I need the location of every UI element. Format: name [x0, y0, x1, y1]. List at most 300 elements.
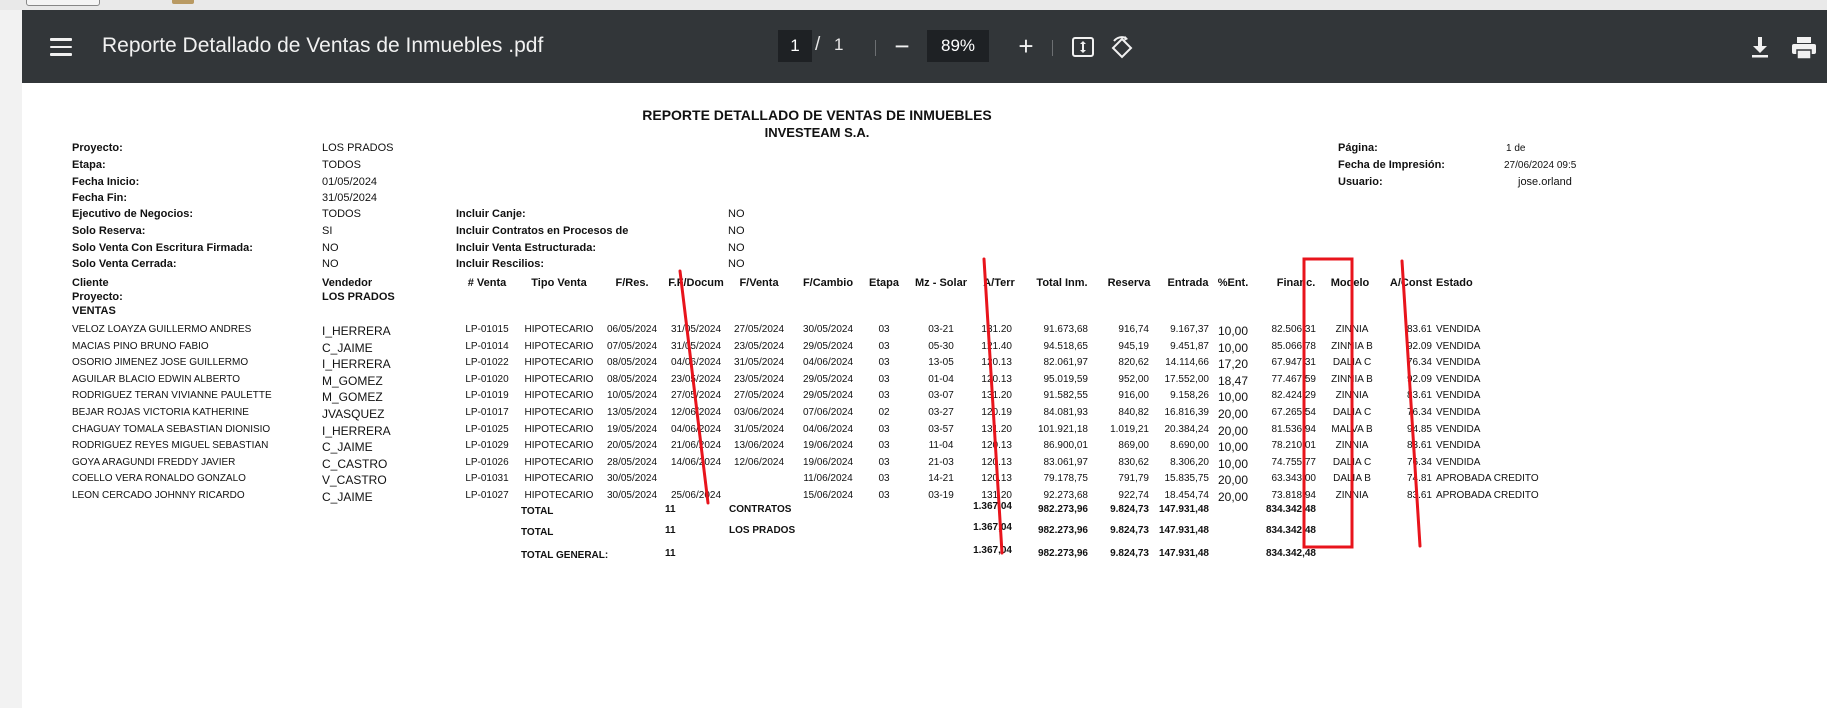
column-header-entrada: Entrada: [1167, 277, 1209, 289]
cell-cliente: GOYA ARAGUNDI FREDDY JAVIER: [72, 456, 236, 468]
param-label: Fecha Inicio:: [72, 176, 140, 188]
cell-pent: 18,47: [1217, 373, 1249, 388]
cell-financ: 82.424,29: [1271, 390, 1316, 402]
cell-aterr: 131.20: [981, 490, 1012, 501]
cell-mz: 03-27: [928, 407, 954, 418]
cell-total: 82.061,97: [1043, 357, 1088, 369]
menu-icon[interactable]: [50, 38, 72, 56]
cell-entrada: 18.454,74: [1164, 490, 1209, 501]
pdf-viewer: [22, 10, 1827, 708]
param-value: NO: [322, 242, 339, 254]
cell-entrada: 9.167,37: [1170, 324, 1209, 335]
cell-entrada: 15.835,75: [1164, 473, 1209, 485]
cell-reserva: 820,62: [1118, 357, 1149, 369]
cell-fres: 10/05/2024: [606, 390, 658, 402]
param-value: 31/05/2024: [322, 192, 378, 204]
cell-fdoc: 04/06/2024: [670, 423, 722, 435]
cell-cliente: BEJAR ROJAS VICTORIA KATHERINE: [72, 407, 249, 418]
cell-modelo: ZINNIA B: [1331, 340, 1373, 352]
cell-vendedor: V_CASTRO: [322, 473, 387, 488]
cell-entrada: 9.451,87: [1170, 340, 1209, 352]
cell-aterr: 120.13: [981, 473, 1012, 485]
param-value: 27/06/2024 09:5: [1504, 160, 1577, 171]
cell-estado: VENDIDA: [1436, 373, 1481, 385]
total-reserva: 9.824,73: [1110, 548, 1149, 559]
param-label: Solo Reserva:: [72, 225, 146, 237]
total-inm: 982.273,96: [1037, 525, 1088, 536]
param-value: TODOS: [322, 159, 361, 171]
cell-venta: LP-01027: [465, 490, 509, 501]
cell-vendedor: C_CASTRO: [322, 456, 388, 471]
cell-financ: 67.265,54: [1271, 407, 1316, 418]
cell-modelo: MALVA B: [1331, 423, 1373, 435]
cell-mz: 14-21: [928, 473, 954, 485]
cell-fventa: 31/05/2024: [733, 357, 785, 369]
param-value: NO: [728, 258, 745, 270]
total-aterr: 1.367,04: [973, 501, 1012, 512]
cell-fdoc: 14/06/2024: [670, 456, 722, 468]
cell-entrada: 8.306,20: [1170, 456, 1209, 468]
cell-total: 91.673,68: [1043, 324, 1088, 335]
cell-tipo: HIPOTECARIO: [524, 324, 594, 335]
cell-reserva: 945,19: [1118, 340, 1149, 352]
param-label: Incluir Rescilios:: [456, 258, 545, 270]
cell-tipo: HIPOTECARIO: [524, 390, 594, 402]
cell-fdoc: 12/06/2024: [670, 407, 722, 418]
param-value: jose.orland: [1518, 176, 1572, 188]
cell-reserva: 952,00: [1118, 373, 1149, 385]
cell-modelo: ZINNIA: [1335, 440, 1369, 452]
total-count: 11: [665, 525, 676, 536]
cell-cliente: RODRIGUEZ REYES MIGUEL SEBASTIAN: [72, 440, 269, 452]
cell-financ: 63.343,00: [1271, 473, 1316, 485]
cell-modelo: DALIA C: [1332, 456, 1372, 468]
cell-fcambio: 15/06/2024: [802, 490, 854, 501]
cell-entrada: 20.384,24: [1164, 423, 1209, 435]
cell-etapa: 03: [878, 456, 890, 468]
total-count: 11: [665, 504, 676, 515]
page-separator: /: [815, 34, 821, 55]
cell-vendedor: C_JAIME: [322, 340, 373, 355]
cell-financ: 85.066,78: [1271, 340, 1316, 352]
cell-aterr: 120.13: [981, 357, 1012, 369]
cell-aconst: 76.34: [1406, 456, 1432, 468]
cell-fcambio: 29/05/2024: [802, 340, 854, 352]
cell-modelo: ZINNIA: [1335, 324, 1369, 335]
pdf-toolbar: [22, 10, 1827, 83]
cell-tipo: HIPOTECARIO: [524, 440, 594, 452]
cell-pent: 10,00: [1217, 340, 1249, 355]
cell-tipo: HIPOTECARIO: [524, 473, 594, 485]
param-label: Solo Venta Cerrada:: [72, 258, 177, 270]
cell-fventa: 27/05/2024: [733, 324, 785, 335]
cell-fres: 08/05/2024: [606, 373, 658, 385]
cell-venta: LP-01019: [465, 390, 509, 402]
cell-financ: 82.506,31: [1271, 324, 1316, 335]
column-header-financ: Financ.: [1276, 277, 1316, 289]
cell-fres: 07/05/2024: [606, 340, 658, 352]
column-header-etapa: Etapa: [869, 277, 899, 289]
cell-estado: APROBADA CREDITO: [1436, 490, 1539, 501]
cell-modelo: ZINNIA: [1335, 490, 1369, 501]
cell-fcambio: 29/05/2024: [802, 390, 854, 402]
cell-pent: 10,00: [1217, 390, 1249, 405]
total-group: CONTRATOS: [729, 504, 792, 515]
cell-reserva: 916,74: [1118, 324, 1149, 335]
report-title: REPORTE DETALLADO DE VENTAS DE INMUEBLES: [642, 107, 992, 123]
cell-fres: 20/05/2024: [606, 440, 658, 452]
cell-mz: 21-03: [928, 456, 954, 468]
column-header-pent: %Ent.: [1217, 277, 1249, 289]
cell-modelo: DALIA B: [1333, 473, 1371, 485]
cell-mz: 11-04: [928, 440, 954, 452]
cell-pent: 20,00: [1217, 473, 1249, 488]
fit-page-icon[interactable]: [1071, 36, 1095, 58]
print-icon[interactable]: [1791, 36, 1817, 60]
total-entrada: 147.931,48: [1158, 504, 1209, 515]
cell-total: 84.081,93: [1043, 407, 1088, 418]
param-value: NO: [728, 225, 745, 237]
cell-financ: 67.947,31: [1271, 357, 1316, 369]
download-icon[interactable]: [1750, 36, 1770, 58]
param-value: 1 de: [1506, 143, 1526, 154]
zoom-out-button[interactable]: −: [894, 31, 910, 61]
cell-estado: VENDIDA: [1436, 324, 1481, 335]
total-count: 11: [665, 548, 676, 559]
cell-etapa: 03: [878, 340, 890, 352]
cell-fcambio: 19/06/2024: [802, 456, 854, 468]
cell-fventa: 31/05/2024: [733, 423, 785, 435]
cell-aterr: 121.40: [981, 340, 1012, 352]
cell-vendedor: I_HERRERA: [322, 423, 391, 438]
total-label: TOTAL GENERAL:: [521, 550, 609, 561]
column-header-cliente: Cliente: [72, 277, 109, 289]
param-label: Incluir Venta Estructurada:: [456, 242, 596, 254]
param-label: Etapa:: [72, 159, 106, 171]
cell-entrada: 9.158,26: [1170, 390, 1209, 402]
cell-fcambio: 04/06/2024: [802, 357, 854, 369]
cell-pent: 17,20: [1217, 357, 1249, 372]
cell-estado: VENDIDA: [1436, 423, 1481, 435]
cell-vendedor: C_JAIME: [322, 490, 373, 504]
cell-pent: 20,00: [1217, 407, 1249, 421]
cell-fventa: 13/06/2024: [733, 440, 785, 452]
cell-fventa: 03/06/2024: [733, 407, 785, 418]
cell-mz: 03-19: [928, 490, 954, 501]
cell-venta: LP-01029: [465, 440, 509, 452]
report-page: [22, 83, 1827, 708]
cell-pent: 10,00: [1217, 456, 1249, 471]
cell-entrada: 17.552,00: [1164, 373, 1209, 385]
cell-tipo: HIPOTECARIO: [524, 373, 594, 385]
cell-aconst: 83.61: [1406, 390, 1432, 402]
cell-estado: VENDIDA: [1436, 440, 1481, 452]
cell-total: 79.178,75: [1043, 473, 1088, 485]
param-value: NO: [728, 242, 745, 254]
cell-estado: VENDIDA: [1436, 407, 1481, 418]
cell-total: 95.019,59: [1043, 373, 1088, 385]
cell-venta: LP-01017: [465, 407, 509, 418]
cell-total: 92.273,68: [1043, 490, 1088, 501]
column-header-modelo: Modelo: [1330, 277, 1370, 289]
cell-cliente: LEON CERCADO JOHNNY RICARDO: [72, 490, 245, 501]
cell-total: 94.518,65: [1043, 340, 1088, 352]
cell-cliente: AGUILAR BLACIO EDWIN ALBERTO: [72, 373, 241, 385]
cell-estado: VENDIDA: [1436, 456, 1481, 468]
cell-financ: 74.755,77: [1271, 456, 1316, 468]
browser-button[interactable]: [26, 0, 100, 6]
cell-reserva: 830,62: [1118, 456, 1149, 468]
cell-etapa: 03: [878, 324, 890, 335]
cell-etapa: 03: [878, 390, 890, 402]
cell-aconst: 83.61: [1406, 324, 1432, 335]
cell-fdoc: 27/05/2024: [670, 390, 722, 402]
cell-fcambio: 19/06/2024: [802, 440, 854, 452]
cell-modelo: ZINNIA B: [1331, 373, 1373, 385]
cell-tipo: HIPOTECARIO: [524, 407, 594, 418]
total-financ: 834.342,48: [1265, 504, 1316, 515]
cell-reserva: 869,00: [1118, 440, 1149, 452]
param-value: TODOS: [322, 208, 361, 220]
cell-fdoc: 21/06/2024: [670, 440, 722, 452]
cell-pent: 10,00: [1217, 324, 1249, 338]
cell-estado: VENDIDA: [1436, 357, 1481, 369]
total-aterr: 1.367,04: [973, 522, 1012, 533]
cell-venta: LP-01014: [465, 340, 509, 352]
cell-financ: 78.210,01: [1271, 440, 1316, 452]
cell-entrada: 14.114,66: [1165, 357, 1209, 369]
annotation-stroke: [1402, 261, 1420, 546]
cell-etapa: 02: [878, 407, 890, 418]
cell-aterr: 120.19: [981, 407, 1012, 418]
param-value: LOS PRADOS: [322, 142, 394, 154]
param-label: Usuario:: [1338, 176, 1383, 188]
cell-cliente: MACIAS PINO BRUNO FABIO: [72, 340, 209, 352]
cell-venta: LP-01025: [465, 423, 509, 435]
column-header-estado: Estado: [1436, 277, 1473, 289]
cell-pent: 10,00: [1217, 440, 1249, 455]
cell-estado: VENDIDA: [1436, 390, 1481, 402]
page-total: 1: [834, 35, 844, 54]
cell-mz: 03-21: [928, 324, 954, 335]
toolbar-divider: [1052, 40, 1053, 56]
cell-tipo: HIPOTECARIO: [524, 340, 594, 352]
param-label: Incluir Contratos en Procesos de: [456, 225, 629, 237]
cell-etapa: 03: [878, 473, 890, 485]
cell-mz: 13-05: [928, 357, 954, 369]
cell-mz: 01-04: [928, 373, 954, 385]
total-financ: 834.342,48: [1265, 548, 1316, 559]
page-number-input[interactable]: 1: [778, 30, 812, 62]
column-header-total: Total Inm.: [1036, 277, 1088, 289]
cell-fdoc: 04/06/2024: [670, 357, 722, 369]
zoom-in-button[interactable]: +: [1018, 31, 1034, 61]
cell-vendedor: M_GOMEZ: [322, 373, 383, 388]
cell-reserva: 916,00: [1118, 390, 1149, 402]
total-label: TOTAL: [521, 506, 554, 517]
cell-aconst: 74.81: [1406, 473, 1432, 485]
cell-aterr: 131.20: [981, 423, 1012, 435]
cell-pent: 20,00: [1217, 423, 1249, 438]
rotate-icon[interactable]: [1110, 36, 1134, 60]
cell-financ: 81.536,94: [1271, 423, 1316, 435]
param-value: SI: [322, 225, 333, 237]
cell-modelo: DALIA C: [1332, 407, 1372, 418]
cell-venta: LP-01026: [465, 456, 509, 468]
cell-pent: 20,00: [1217, 490, 1249, 504]
toolbar-divider: [875, 40, 876, 56]
cell-reserva: 922,74: [1118, 490, 1149, 501]
cell-venta: LP-01022: [465, 357, 509, 369]
column-header-fventa: F/Venta: [739, 277, 779, 289]
cell-venta: LP-01015: [465, 324, 509, 335]
cell-etapa: 03: [878, 423, 890, 435]
cell-fres: 19/05/2024: [606, 423, 658, 435]
cell-fcambio: 30/05/2024: [802, 324, 854, 335]
cell-fdoc: 25/06/2024: [670, 490, 722, 501]
cell-total: 91.582,55: [1043, 390, 1088, 402]
cell-mz: 03-07: [928, 390, 954, 402]
param-label: Proyecto:: [72, 142, 123, 154]
total-inm: 982.273,96: [1037, 504, 1088, 515]
param-label: Fecha de Impresión:: [1338, 159, 1445, 171]
cell-estado: VENDIDA: [1436, 340, 1481, 352]
cell-tipo: HIPOTECARIO: [524, 456, 594, 468]
total-entrada: 147.931,48: [1158, 548, 1209, 559]
cell-cliente: VELOZ LOAYZA GUILLERMO ANDRES: [72, 324, 252, 335]
folder-icon: [172, 0, 194, 4]
param-label: Fecha Fin:: [72, 192, 128, 204]
cell-reserva: 840,82: [1118, 407, 1149, 418]
cell-etapa: 03: [878, 440, 890, 452]
browser-top-strip: [0, 0, 1827, 10]
cell-total: 83.061,97: [1043, 456, 1088, 468]
cell-aterr: 120.13: [981, 440, 1012, 452]
report-company: INVESTEAM S.A.: [764, 125, 870, 140]
cell-aconst: 92.09: [1406, 373, 1432, 385]
cell-financ: 73.818,94: [1271, 490, 1316, 501]
cell-aterr: 131.20: [981, 324, 1012, 335]
cell-reserva: 791,79: [1118, 473, 1149, 485]
cell-vendedor: C_JAIME: [322, 440, 373, 455]
cell-cliente: CHAGUAY TOMALA SEBASTIAN DIONISIO: [72, 423, 271, 435]
cell-aconst: 83.61: [1406, 490, 1432, 501]
total-inm: 982.273,96: [1037, 548, 1088, 559]
zoom-level-input[interactable]: 89%: [927, 30, 989, 62]
cell-vendedor: I_HERRERA: [322, 324, 391, 338]
param-label: Incluir Canje:: [456, 208, 526, 220]
cell-aconst: 83.61: [1406, 440, 1432, 452]
cell-entrada: 8.690,00: [1170, 440, 1209, 452]
total-financ: 834.342,48: [1265, 525, 1316, 536]
cell-fcambio: 04/06/2024: [802, 423, 854, 435]
param-label: Página:: [1338, 142, 1378, 154]
cell-fdoc: 31/05/2024: [670, 324, 722, 335]
cell-fdoc: 31/05/2024: [670, 340, 722, 352]
cell-fventa: 23/05/2024: [733, 373, 785, 385]
cell-fdoc: 23/05/2024: [670, 373, 722, 385]
cell-tipo: HIPOTECARIO: [524, 423, 594, 435]
cell-tipo: HIPOTECARIO: [524, 490, 594, 501]
cell-aterr: 131.20: [981, 390, 1012, 402]
column-header-tipo: Tipo Venta: [531, 277, 587, 289]
cell-aterr: 120.13: [981, 456, 1012, 468]
cell-fres: 13/05/2024: [606, 407, 658, 418]
cell-fres: 30/05/2024: [606, 473, 658, 485]
cell-aconst: 76.34: [1406, 407, 1432, 418]
total-entrada: 147.931,48: [1158, 525, 1209, 536]
cell-fventa: 27/05/2024: [733, 390, 785, 402]
total-label: TOTAL: [521, 527, 554, 538]
cell-vendedor: I_HERRERA: [322, 357, 391, 372]
cell-cliente: RODRIGUEZ TERAN VIVIANNE PAULETTE: [72, 390, 272, 402]
cell-fventa: 23/05/2024: [733, 340, 785, 352]
cell-fres: 08/05/2024: [606, 357, 658, 369]
cell-cliente: COELLO VERA RONALDO GONZALO: [72, 473, 246, 485]
cell-fventa: 12/06/2024: [733, 456, 785, 468]
cell-modelo: DALIA C: [1332, 357, 1372, 369]
cell-vendedor: JVASQUEZ: [322, 407, 385, 421]
param-value: 01/05/2024: [322, 176, 378, 188]
column-header-mz: Mz - Solar: [915, 277, 967, 289]
cell-fres: 06/05/2024: [606, 324, 658, 335]
column-header-fdoc: F.F/Docum: [668, 277, 724, 289]
cell-venta: LP-01020: [465, 373, 509, 385]
column-header-reserva: Reserva: [1107, 277, 1151, 289]
cell-modelo: ZINNIA: [1335, 390, 1369, 402]
column-header-fres: F/Res.: [615, 277, 649, 289]
cell-mz: 05-30: [928, 340, 954, 352]
cell-fcambio: 07/06/2024: [802, 407, 854, 418]
cell-aconst: 92.09: [1406, 340, 1432, 352]
cell-fcambio: 11/06/2024: [803, 473, 853, 485]
column-header-fcambio: F/Cambio: [802, 277, 854, 289]
cell-fres: 30/05/2024: [606, 490, 658, 501]
total-reserva: 9.824,73: [1110, 525, 1149, 536]
cell-aconst: 76.34: [1406, 357, 1432, 369]
cell-venta: LP-01031: [465, 473, 509, 485]
cell-total: 101.921,18: [1037, 423, 1088, 435]
param-label: Solo Venta Con Escritura Firmada:: [72, 242, 253, 254]
cell-tipo: HIPOTECARIO: [524, 357, 594, 369]
group-proyecto-label: Proyecto:: [72, 291, 123, 303]
cell-fres: 28/05/2024: [606, 456, 658, 468]
annotation-stroke: [680, 271, 708, 503]
cell-etapa: 03: [878, 490, 890, 501]
cell-financ: 77.467,59: [1271, 373, 1316, 385]
cell-aterr: 120.13: [981, 373, 1012, 385]
param-label: Ejecutivo de Negocios:: [72, 208, 194, 220]
total-group: LOS PRADOS: [729, 525, 796, 536]
cell-cliente: OSORIO JIMENEZ JOSE GUILLERMO: [72, 357, 249, 369]
column-header-aconst: A/Const: [1389, 277, 1433, 289]
document-title: Reporte Detallado de Ventas de Inmuebles .pdf: [102, 34, 544, 57]
cell-vendedor: M_GOMEZ: [322, 390, 383, 405]
cell-fcambio: 29/05/2024: [802, 373, 854, 385]
total-reserva: 9.824,73: [1110, 504, 1149, 515]
cell-estado: APROBADA CREDITO: [1436, 473, 1539, 485]
cell-mz: 03-57: [928, 423, 954, 435]
group-proyecto-value: LOS PRADOS: [322, 291, 395, 303]
column-header-vendedor: Vendedor: [322, 277, 373, 289]
cell-etapa: 03: [878, 357, 890, 369]
column-header-venta: # Venta: [467, 277, 507, 289]
cell-total: 86.900,01: [1043, 440, 1088, 452]
column-header-aterr: A/Terr: [983, 277, 1015, 289]
param-value: NO: [728, 208, 745, 220]
cell-aconst: 94.85: [1406, 423, 1432, 435]
total-aterr: 1.367,04: [973, 545, 1012, 556]
